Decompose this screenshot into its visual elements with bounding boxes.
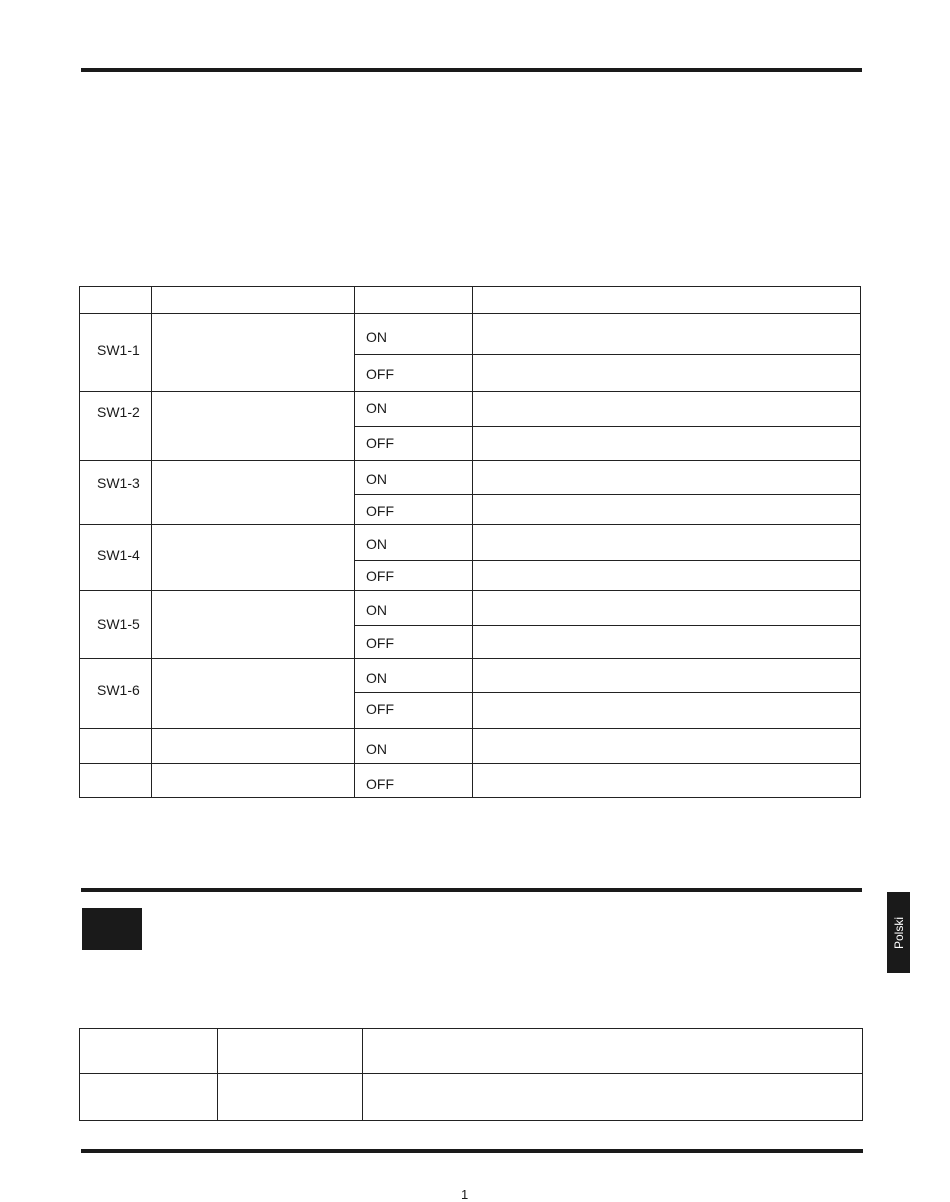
state-on: ON (366, 741, 387, 757)
state-on: ON (366, 670, 387, 686)
state-off: OFF (366, 503, 394, 519)
state-on: ON (366, 400, 387, 416)
state-off: OFF (366, 568, 394, 584)
state-off: OFF (366, 435, 394, 451)
page-number: 1 (461, 1187, 469, 1202)
state-off: OFF (366, 366, 394, 382)
switch-label-sw1-4: SW1-4 (97, 547, 140, 563)
state-off: OFF (366, 776, 394, 792)
language-tab (887, 892, 910, 973)
top-rule (81, 68, 862, 72)
language-tab-label: Polski (891, 916, 906, 949)
switch-label-sw1-3: SW1-3 (97, 475, 140, 491)
state-on: ON (366, 602, 387, 618)
state-off: OFF (366, 701, 394, 717)
state-on: ON (366, 471, 387, 487)
state-on: ON (366, 329, 387, 345)
section-rule (81, 888, 862, 892)
switch-label-sw1-1: SW1-1 (97, 342, 140, 358)
bottom-rule (81, 1149, 863, 1153)
switch-label-sw1-2: SW1-2 (97, 404, 140, 420)
state-off: OFF (366, 635, 394, 651)
switch-label-sw1-5: SW1-5 (97, 616, 140, 632)
state-on: ON (366, 536, 387, 552)
section-marker-box (82, 908, 142, 950)
switch-label-sw1-6: SW1-6 (97, 682, 140, 698)
